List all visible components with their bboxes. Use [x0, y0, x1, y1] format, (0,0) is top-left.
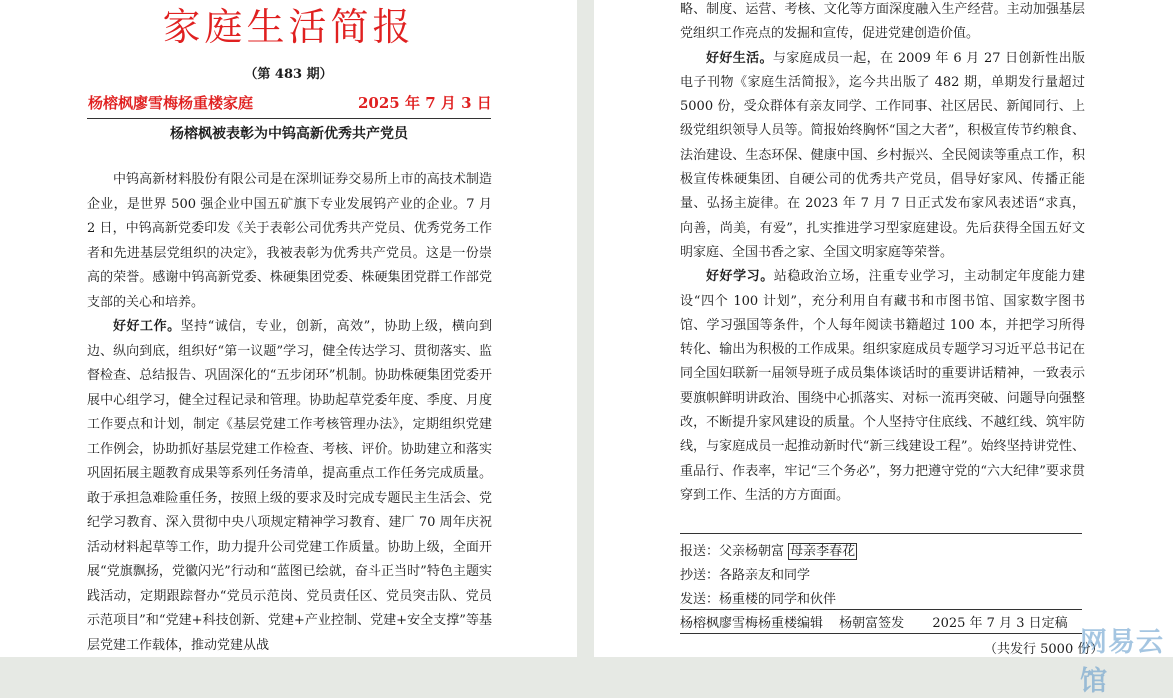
- footer-top-rule: [680, 533, 1082, 534]
- paragraph-intro: 中钨高新材料股份有限公司是在深圳证券交易所上市的高技术制造企业，是世界 500 强企业中国五矿旗下专业发展钨产业的企业。7 月 2 日，中钨高新党委印发《关于表彰公司优秀共产党员、优秀党务工作者和先进基层党组织的决定》，我被表彰为优秀共产党员。这是一份崇高的荣誉。感谢中钨高新党委、株硬集团党委、株硬集团党群工作部党支部的关心和培养。: [87, 172, 492, 310]
- article-body-right: [680, 0, 1085, 508]
- paragraph-work-continued: 略、制度、运营、考核、文化等方面深度融入生产经营。主动加强基层党组织工作亮点的发掘和宣传，促进党建创造价值。: [680, 2, 1085, 42]
- footer-bottom-rule: [680, 633, 1082, 634]
- masthead-title: 家庭生活简报: [162, 5, 415, 49]
- paragraph-life: [680, 47, 1085, 266]
- signer-name: 杨朝富签发: [839, 616, 905, 631]
- document-page-left: [0, 0, 577, 657]
- site-watermark: 网易云馆: [1080, 627, 1164, 697]
- document-page-right: [594, 0, 1173, 657]
- article-headline: 杨榕枫被表彰为中钨高新优秀共产党员: [170, 126, 408, 142]
- issue-number: （第 483 期）: [244, 67, 333, 82]
- issue-date: 2025 年 7 月 3 日: [358, 94, 492, 112]
- send-line: 发送：杨重楼的同学和伙伴: [680, 592, 837, 607]
- article-body-left: [87, 168, 492, 657]
- final-date: 2025 年 7 月 3 日定稿: [932, 616, 1068, 631]
- copy-line: 抄送：各路亲友和同学: [680, 568, 811, 583]
- lead-study: 好好学习。: [706, 269, 774, 285]
- editor-name: 杨榕枫廖雪梅杨重楼编辑: [680, 616, 824, 631]
- report-label: 报送：父亲杨朝富: [680, 544, 785, 559]
- editor-line: [680, 612, 1090, 631]
- copies-count: （共发行 5000 份）: [984, 642, 1104, 657]
- paragraph-work-text: 坚持“诚信，专业，创新，高效”，协助上级，横向到边、纵向到底，组织好“第一议题”学习，健全传达学习、贯彻落实、监督检查、总结报告、巩固深化的“五步闭环”机制。协助株硬集团党委开展中心组学习，健全过程记录和管理。协助起草党委年度、季度、月度工作要点和计划，制定《基层党建工作考核管理办法》，定期组织党建工作例会，协助抓好基层党建工作检查、考核、评价。协助建立和落实巩固拓展主题教育成果等系列任务清单，提高重点工作任务完成质量。敢于承担急难险重任务，按照上级的要求及时完成专题民主生活会、党纪学习教育、深入贯彻中央八项规定精神学习教育、建厂 70 周年庆祝活动材料起草等工作，助力提升公司党建工作质量。协助上级，全面开展“党旗飘扬，党徽闪光”行动和“蓝图已绘就，奋斗正当时”特色主题实践活动，定期跟踪督办“党员示范岗、党员责任区、党员突击队、党员示范项目”和“党建+科技创新、党建+产业控制、党建+安全支撑”等基层党建工作载体，推动党建从战: [87, 319, 492, 653]
- lead-work: 好好工作。: [113, 319, 181, 334]
- paragraph-study-text: 站稳政治立场，注重专业学习，主动制定年度能力建设“四个 100 计划”，充分利用自有藏书和市图书馆、国家数字图书馆、学习强国等条件，个人每年阅读书籍超过 100 本，并把学习所得转化、输出为积极的工作成果。组织家庭成员专题学习习近平总书记在同全国妇联新一届领导班子成员集体谈话时的重要讲话精神，一致表示要旗帜鲜明讲政治、围绕中心抓落实、对标一流再突破、问题导向强整改，不断提升家风建设的质量。个人坚持守住底线、不越红线、筑牢防线，与家庭成员一起推动新时代“新三线建设工程”。始终坚持讲党性、重品行、作表率，牢记“三个务必”，努力把遵守党的“六大纪律”要求贯穿到工作、生活的方方面面。: [680, 269, 1085, 503]
- paragraph-study: [680, 265, 1085, 508]
- paragraph-life-text: 与家庭成员一起，在 2009 年 6 月 27 日创新性出版电子刊物《家庭生活简报》，迄今共出版了 482 期，单期发行量超过 5000 份，受众群体有亲友同学、工作同事、社区居民、新闻同行、上级党组织领导人员等。简报始终胸怀“国之大者”，积极宣传节约粮食、法治建设、生态环保、健康中国、乡村振兴、全民阅读等重点工作，积极宣传株硬集团、自硬公司的优秀共产党员，倡导好家风、传播正能量、弘扬主旋律。在 2023 年 7 月 7 日正式发布家风表述语“求真，向善，尚美，有爱”，扎实推进学习型家庭建设。先后获得全国五好文明家庭、全国书香之家、全国文明家庭等荣誉。: [680, 50, 1085, 260]
- masthead-divider: [87, 118, 491, 119]
- report-line: [680, 540, 857, 559]
- paragraph-work: [87, 315, 492, 657]
- family-name: 杨榕枫廖雪梅杨重楼家庭: [88, 94, 254, 112]
- footer-mid-rule: [680, 609, 1082, 610]
- lead-life: 好好生活。: [706, 50, 773, 66]
- report-boxed-name: 母亲李春花: [790, 544, 856, 559]
